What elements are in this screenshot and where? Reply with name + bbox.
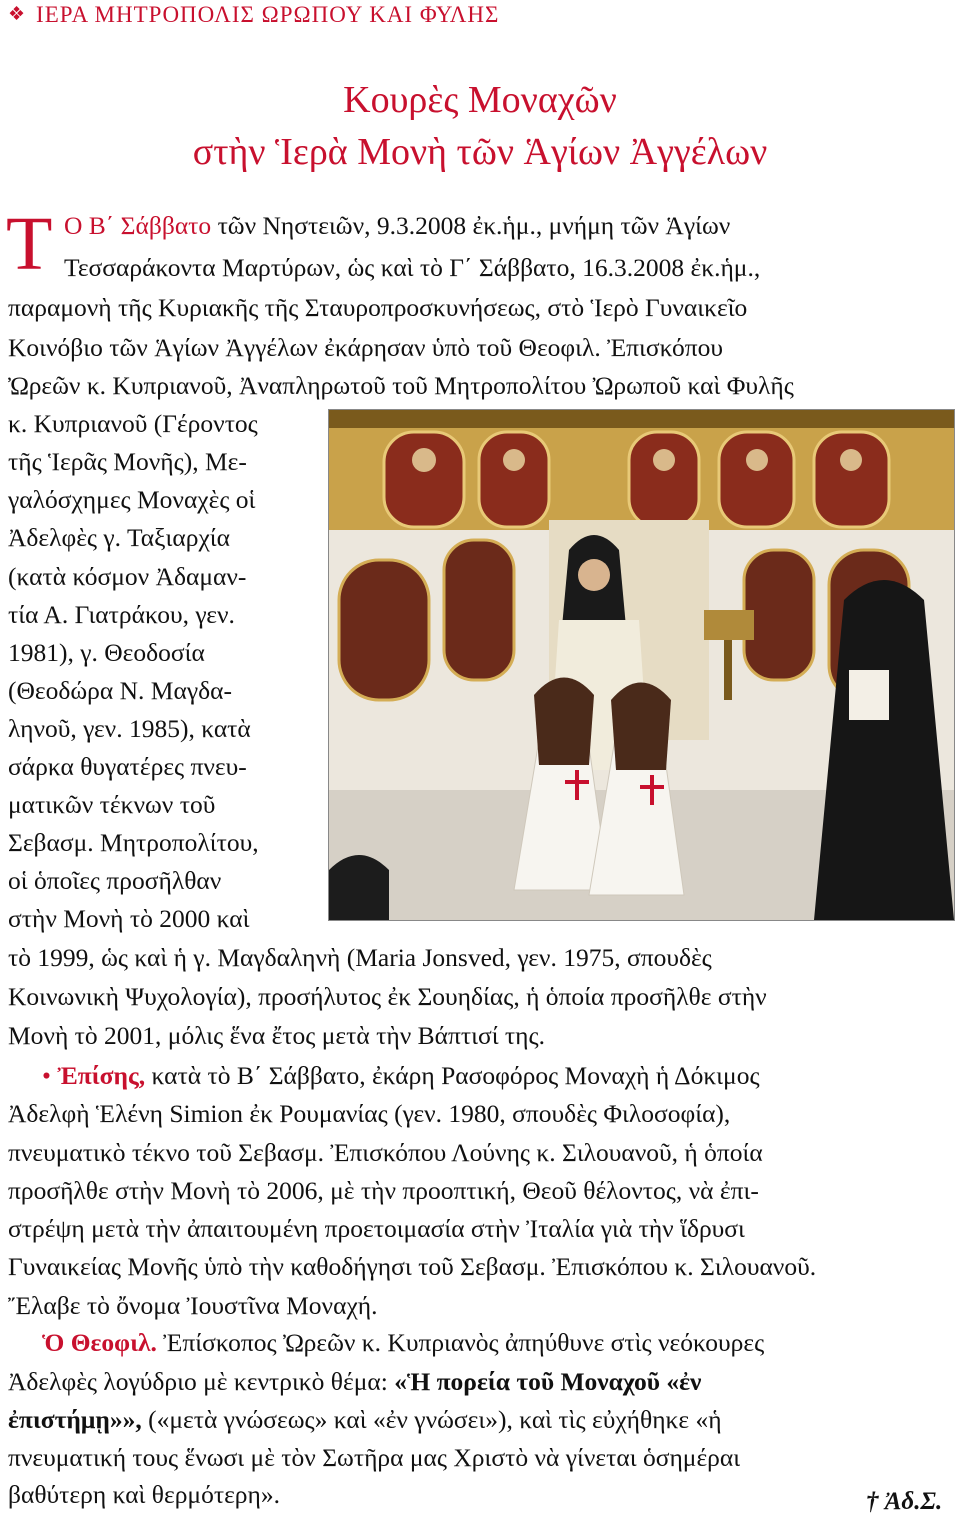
text-line: Ἀδελφὲς λογύδριο μὲ κεντρικὸ θέμα: «Ἡ πορεία τοῦ Μοναχοῦ «ἐν — [8, 1367, 702, 1396]
text-line: κ. Κυπριανοῦ (Γέροντος — [8, 409, 258, 438]
text-line: προσῆλθε στὴν Μονὴ τὸ 2006, μὲ τὴν προοπτική, Θεοῦ θέλοντος, νὰ ἐπι- — [8, 1176, 759, 1205]
diamond-bullet-icon: ❖ — [8, 4, 27, 25]
bold-theme-text: ἐπιστήμῃ»», — [8, 1405, 142, 1434]
para3-red-lead: Ὁ Θεοφιλ. — [42, 1328, 157, 1357]
signature: † Ἀδ.Σ. — [866, 1488, 943, 1515]
text-line: Ἀδελφὴ Ἑλένη Simion ἐκ Ρουμανίας (γεν. 1980, σπουδὲς Φιλοσοφία), — [8, 1099, 731, 1128]
text-line: βαθύτερη καὶ θερμότερη». — [8, 1480, 280, 1509]
text-line: Γυναικείας Μονῆς ὑπὸ τὴν καθοδήγησι τοῦ Σεβασμ. Ἐπισκόπου κ. Σιλουανοῦ. — [8, 1252, 817, 1281]
text-line: Σεβασμ. Μητροπολίτου, — [8, 828, 259, 857]
text-line: ἐπιστήμῃ»», («μετὰ γνώσεως» καὶ «ἐν γνώσει»), καὶ τὶς εὐχήθηκε «ἡ — [8, 1405, 722, 1434]
text-line: 1981), γ. Θεοδοσία — [8, 638, 205, 667]
lead-red-text: Ο Β΄ Σάββατο — [64, 211, 212, 240]
article-title-line2: στὴν Ἱερὰ Μονὴ τῶν Ἁγίων Ἀγγέλων — [192, 131, 768, 173]
text-line: πνευματικὸ τέκνο τοῦ Σεβασμ. Ἐπισκόπου Λούνης κ. Σιλουανοῦ, ἡ ὁποία — [8, 1138, 763, 1167]
para2-red-lead: Ἐπίσης, — [57, 1061, 146, 1090]
text-line: Κοινωνικὴ Ψυχολογία), προσήλυτος ἐκ Σουηδίας, ἡ ὁποία προσῆλθε στὴν — [8, 982, 767, 1011]
text-line: Τεσσαράκοντα Μαρτύρων, ὡς καὶ τὸ Γ΄ Σάββατο, 16.3.2008 ἐκ.ἡμ., — [64, 253, 761, 282]
text-line: ληνοῦ, γεν. 1985), κατὰ — [8, 714, 251, 743]
text-line: τία Α. Γιατράκου, γεν. — [8, 600, 235, 629]
bold-theme-text: «Ἡ πορεία τοῦ Μοναχοῦ «ἐν — [394, 1367, 702, 1396]
text-line: (κατὰ κόσμον Ἀδαμαν- — [8, 562, 247, 591]
header-text: ΙΕΡΑ ΜΗΤΡΟΠΟΛΙΣ ΩΡΩΠΟΥ ΚΑΙ ΦΥΛΗΣ — [36, 2, 500, 27]
text-line: Κοινόβιο τῶν Ἁγίων Ἀγγέλων ἐκάρησαν ὑπὸ τοῦ Θεοφιλ. Ἐπισκόπου — [8, 333, 723, 362]
text-line: Ἀδελφὲς γ. Ταξιαρχία — [8, 523, 230, 552]
text-line: γαλόσχημες Μοναχὲς οἱ — [8, 485, 256, 514]
text-line: Ὁ Θεοφιλ. Ἐπίσκοπος Ὠρεῶν κ. Κυπριανὸς ἀπηύθυνε στὶς νεόκουρες — [42, 1328, 765, 1357]
text-line: οἱ ὁποῖες προσῆλθαν — [8, 866, 222, 895]
bullet-icon: • — [42, 1061, 51, 1090]
text-line: τὸ 1999, ὡς καὶ ἡ γ. Μαγδαληνὴ (Maria Jonsved, γεν. 1975, σπουδὲς — [8, 943, 712, 972]
text-line: στρέψη μετὰ τὴν ἀπαιτουμένη προετοιμασία στὴν Ἰταλία γιὰ τὴν ἵδρυσι — [8, 1214, 745, 1243]
text-line: στὴν Μονὴ τὸ 2000 καὶ — [8, 904, 250, 933]
tonsure-ceremony-photo — [328, 409, 955, 921]
text-line: • Ἐπίσης, κατὰ τὸ Β΄ Σάββατο, ἐκάρη Ρασοφόρος Μοναχὴ ἡ Δόκιμος — [42, 1061, 760, 1090]
text-line: Ο Β΄ Σάββατο τῶν Νηστειῶν, 9.3.2008 ἐκ.ἡμ., μνήμη τῶν Ἁγίων — [64, 211, 731, 240]
article-title-line1: Κουρὲς Μοναχῶν — [343, 79, 617, 121]
text-line: σάρκα θυγατέρες πνευ- — [8, 752, 247, 781]
text-line: Ἔλαβε τὸ ὄνομα Ἰουστῖνα Μοναχή. — [8, 1291, 378, 1320]
text-line: Μονὴ τὸ 2001, μόλις ἕνα ἔτος μετὰ τὴν Βάπτισί της. — [8, 1021, 545, 1050]
text-line: τῆς Ἱερᾶς Μονῆς), Με- — [8, 447, 247, 476]
text-line: ματικῶν τέκνων τοῦ — [8, 790, 216, 819]
page-header — [8, 2, 499, 28]
drop-cap: Τ — [6, 202, 53, 286]
text-line: (Θεοδώρα Ν. Μαγδα- — [8, 676, 232, 705]
text-line: πνευματική τους ἕνωσι μὲ τὸν Σωτῆρα μας Χριστὸ νὰ γίνεται ὁσημέραι — [8, 1443, 741, 1472]
text-line: παραμονὴ τῆς Κυριακῆς τῆς Σταυροπροσκυνήσεως, στὸ Ἱερὸ Γυναικεῖο — [8, 293, 748, 322]
text-line: Ὠρεῶν κ. Κυπριανοῦ, Ἀναπληρωτοῦ τοῦ Μητροπολίτου Ὠρωποῦ καὶ Φυλῆς — [8, 371, 794, 400]
